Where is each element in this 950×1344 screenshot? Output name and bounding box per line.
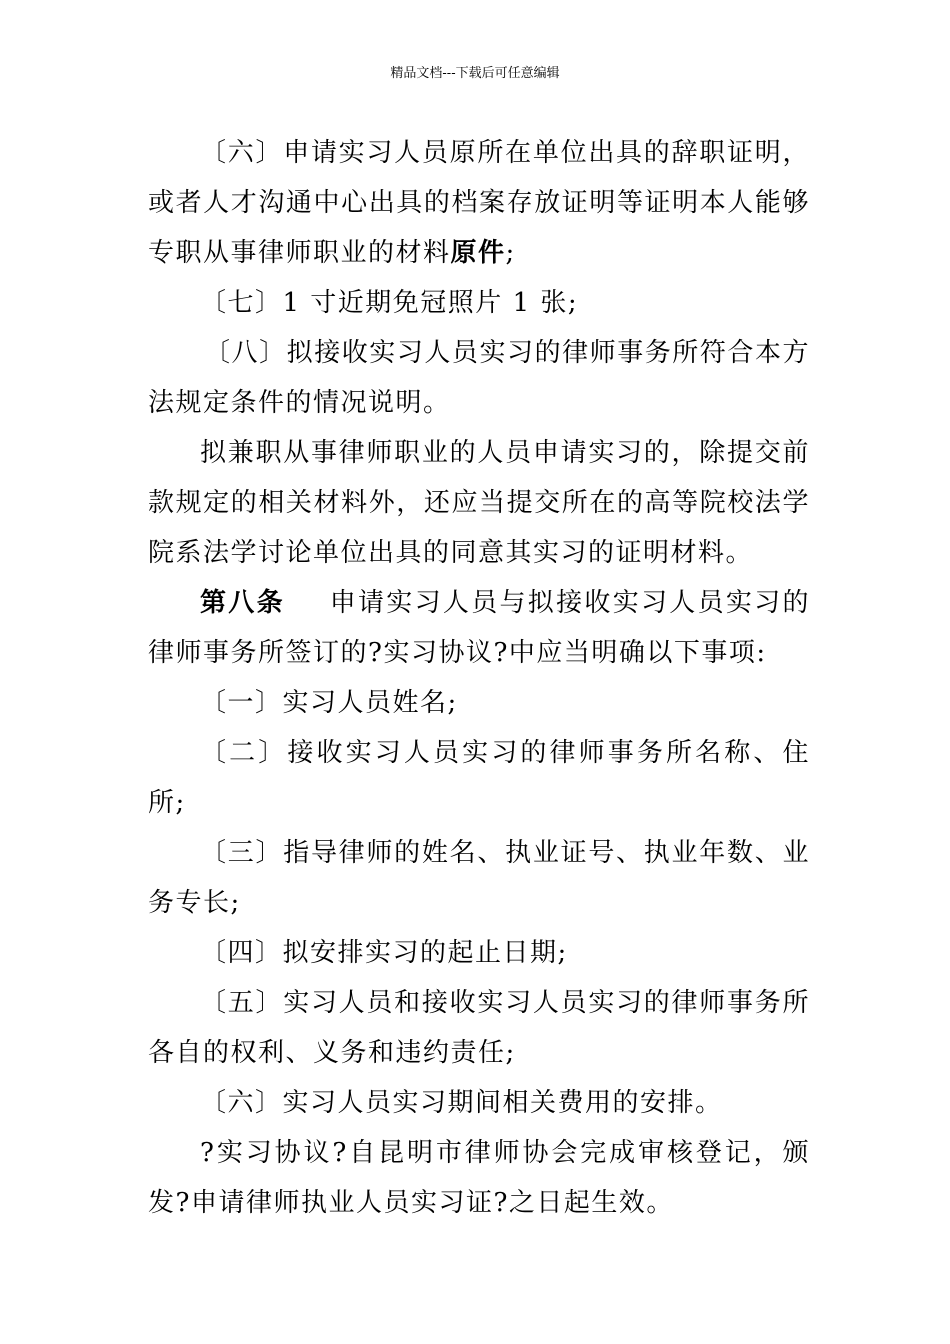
- page-header: 精品文档---下载后可任意编辑: [390, 66, 560, 81]
- agreement-item-6: 〔六〕实习人员实习期间相关费用的安排。: [200, 1088, 723, 1118]
- paragraph-end: ;: [505, 238, 516, 268]
- agreement-effective: ?实习协议?自昆明市律师协会完成审核登记，颁发?申请律师执业人员实习证?之日起生效。: [148, 1138, 810, 1218]
- document-body: [148, 128, 810, 1228]
- paragraph-text: 〔六〕申请实习人员原所在单位出具的辞职证明，或者人才沟通中心出具的档案存放证明等证明本人能够专职从事律师职业的材料: [148, 138, 810, 268]
- paragraph-part-time: 拟兼职从事律师职业的人员申请实习的，除提交前款规定的相关材料外，还应当提交所在的高等院校法学院系法学讨论单位出具的同意其实习的证明材料。: [148, 438, 810, 568]
- bold-emphasis: 原件: [450, 238, 506, 268]
- agreement-item-3: 〔三〕指导律师的姓名、执业证号、执业年数、业务专长;: [148, 838, 810, 918]
- paragraph-item-8: 〔八〕拟接收实习人员实习的律师事务所符合本方法规定条件的情况说明。: [148, 338, 810, 418]
- article-text: 申请实习人员与拟接收实习人员实习的律师事务所签订的?实习协议?中应当明确以下事项:: [148, 588, 810, 668]
- paragraph-item-7: 〔七〕1 寸近期免冠照片 1 张;: [200, 288, 579, 318]
- agreement-item-4: 〔四〕拟安排实习的起止日期;: [200, 938, 568, 968]
- agreement-item-5: 〔五〕实习人员和接收实习人员实习的律师事务所各自的权利、义务和违约责任;: [148, 988, 810, 1068]
- agreement-item-1: 〔一〕实习人员姓名;: [200, 688, 458, 718]
- agreement-item-2: 〔二〕接收实习人员实习的律师事务所名称、住所;: [148, 738, 810, 818]
- article-heading: 第八条: [200, 588, 285, 618]
- paragraph-item-6: [148, 128, 810, 278]
- article-eight: [148, 578, 810, 678]
